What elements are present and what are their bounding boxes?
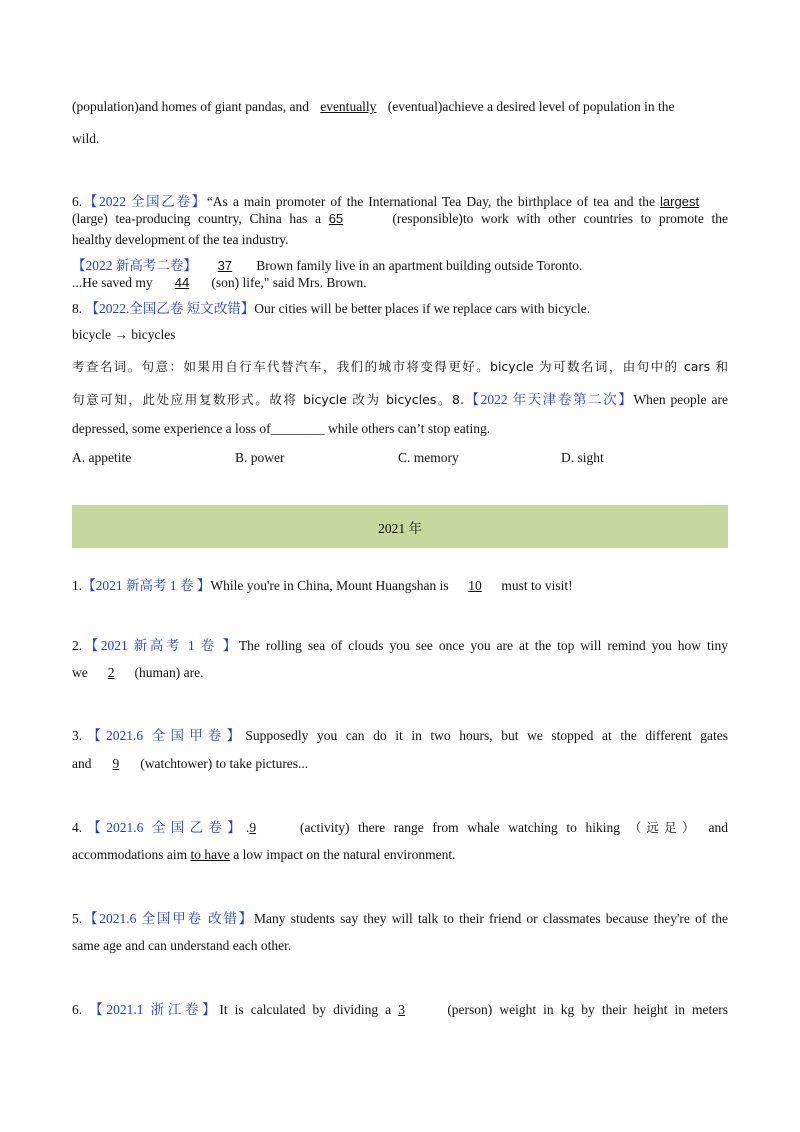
answer-blank: 44	[174, 275, 190, 290]
answer-blank: to have	[190, 847, 230, 862]
text-line: (population)and homes of giant pandas, and eventually (eventual)achieve a desired level of population in the	[72, 99, 675, 114]
answer-blank: largest	[660, 194, 700, 209]
question-2021-4: 4.【2021.6 全国乙卷】.9 (activity) there range from whale watching to hiking （远足） and	[72, 820, 729, 835]
text-line: depressed, some experience a loss of________ while others can’t stop eating.	[72, 421, 491, 436]
question-2021-5: 5.【2021.6 全国甲卷 改错】Many students say they will talk to their friend or classmates because they're of the	[72, 911, 728, 926]
explanation-line: 考查名词。句意：如果用自行车代替汽车，我们的城市将变得更好。bicycle 为可数名词，由句中的 cars 和	[72, 359, 728, 374]
question-2021-1: 1.【2021 新高考 1 卷 】While you're in China, Mount Huangshan is 10 must to visit!	[72, 578, 573, 593]
options-row	[72, 450, 724, 466]
text-line: same age and can understand each other.	[72, 938, 292, 953]
explanation-line: 句意可知，此处应用复数形式。故将 bicycle 改为 bicycles。8.【2022 年天津卷第二次】When people are	[72, 392, 728, 407]
source-tag: 【2021 新高考 1 卷 】	[82, 578, 211, 593]
text-line: healthy development of the tea industry.	[72, 232, 289, 247]
answer-blank: 37	[217, 258, 233, 273]
question-2021-3: 3.【2021.6 全国甲卷】Supposedly you can do it in two hours, but we stopped at the different gates	[72, 728, 728, 743]
option-d: D. sight	[561, 450, 604, 465]
option-a: A. appetite	[72, 450, 132, 465]
answer-blank: 3	[398, 1002, 405, 1017]
answer-blank: 9	[249, 820, 257, 835]
source-tag: 【2021.6 全国甲卷】	[82, 728, 246, 743]
source-tag: 【2022 年天津卷第二次】	[463, 392, 634, 407]
source-tag: 【2021.6 全国甲卷 改错】	[82, 911, 254, 926]
source-tag: 【2021 新高考 1 卷 】	[82, 638, 239, 653]
answer-blank: 10	[468, 578, 482, 593]
text-line: wild.	[72, 131, 100, 146]
answer-blank: 65	[328, 211, 344, 226]
source-tag: 【2021.1 浙江卷】	[89, 1002, 220, 1017]
question-2022-7: 【2022 新高考二卷】 37 Brown family live in an apartment building outside Toronto.	[72, 258, 583, 273]
text-line: we 2 (human) are.	[72, 665, 204, 680]
question-2022-6: 6.【2022 全国乙卷】“As a main promoter of the International Tea Day, the birthplace of tea and the largest	[72, 190, 728, 210]
source-tag: 【2022 新高考二卷】	[72, 258, 197, 273]
question-2021-6: 6. 【2021.1 浙江卷】It is calculated by dividing a 3 (person) weight in kg by their height in meters	[72, 1002, 729, 1017]
text-line: ...He saved my 44 (son) life," said Mrs. Brown.	[72, 275, 367, 290]
text-line: and 9 (watchtower) to take pictures...	[72, 756, 309, 771]
question-2021-2: 2.【2021 新高考 1 卷 】The rolling sea of clouds you see once you are at the top will remind you how tiny	[72, 638, 728, 653]
text-line: (large) tea-producing country, China has a 65 (responsible)to work with other countries to promote the	[72, 211, 729, 226]
section-header	[72, 505, 728, 548]
question-2022-8: 8. 【2022.全国乙卷 短文改错】Our cities will be better places if we replace cars with bicycle.	[72, 301, 591, 316]
answer-blank: 2	[107, 665, 115, 680]
option-c: C. memory	[398, 450, 459, 465]
answer-blank: 9	[112, 756, 120, 771]
source-tag: 【2022.全国乙卷 短文改错】	[85, 301, 255, 316]
answer-line: bicycle → bicycles	[72, 327, 176, 342]
source-tag: 【2022 全国乙卷】	[82, 194, 207, 209]
text-line: accommodations aim to have a low impact on the natural environment.	[72, 847, 456, 862]
option-b: B. power	[235, 450, 285, 465]
answer-blank: eventually	[320, 99, 377, 114]
section-title: 2021 年	[378, 521, 422, 536]
source-tag: 【2021.6 全国乙卷】	[82, 820, 246, 835]
